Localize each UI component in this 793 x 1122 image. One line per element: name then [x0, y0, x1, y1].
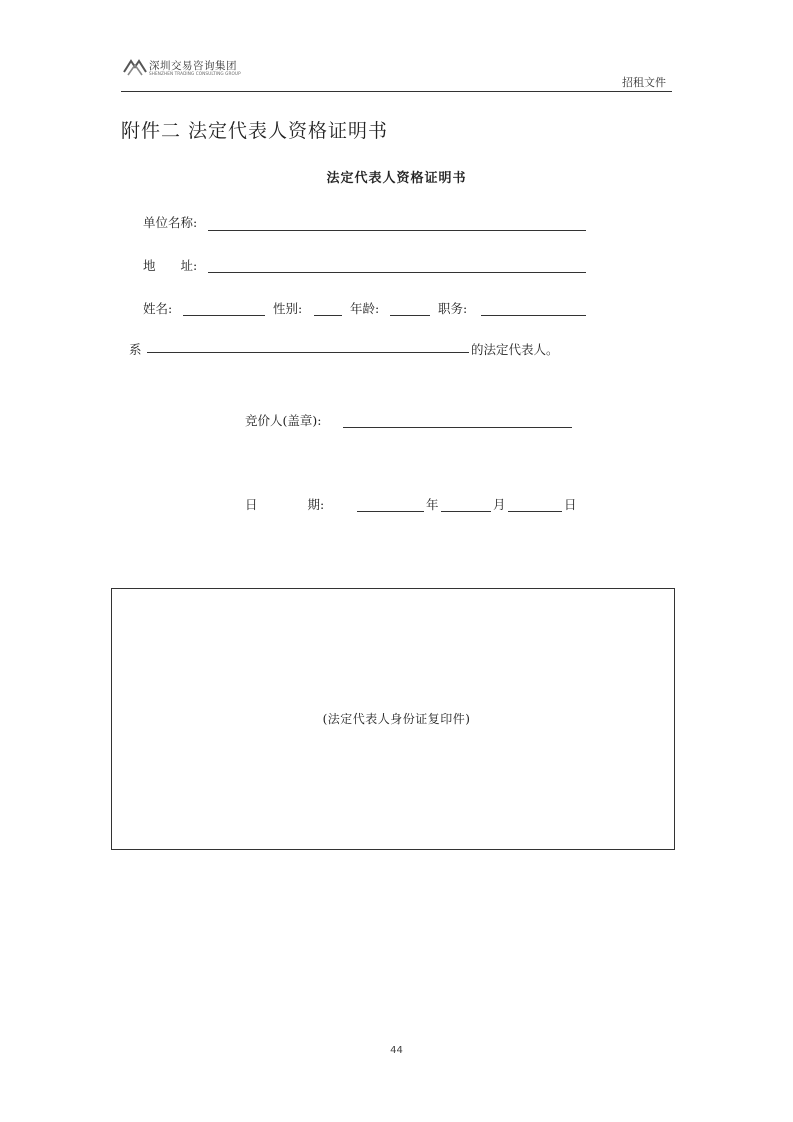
logo-english-name: SHENZHEN TRADING CONSULTING GROUP: [149, 71, 241, 76]
month-label: 月: [493, 497, 506, 512]
page-number: 44: [390, 1045, 403, 1056]
gender-blank: [314, 315, 342, 316]
unit-name-blank: [208, 230, 586, 231]
date-label: 日 期:: [245, 497, 325, 512]
legal-rep-suffix-label: 的法定代表人。: [471, 342, 559, 357]
name-label: 姓名:: [143, 301, 173, 316]
day-blank: [508, 511, 562, 512]
id-copy-instruction: (法定代表人身份证复印件): [322, 712, 471, 726]
unit-name-label: 单位名称:: [143, 215, 198, 230]
name-blank: [183, 315, 265, 316]
year-blank: [357, 511, 424, 512]
day-label: 日: [564, 497, 577, 512]
bidder-seal-label: 竞价人(盖章):: [245, 413, 322, 428]
bidder-seal-blank: [343, 427, 572, 428]
attachment-title: 附件二 法定代表人资格证明书: [121, 120, 389, 142]
position-blank: [481, 315, 586, 316]
is-prefix-label: 系: [129, 342, 142, 357]
age-blank: [390, 315, 430, 316]
address-label: 地 址:: [143, 258, 198, 273]
logo-chinese-name: 深圳交易咨询集团: [149, 60, 237, 72]
form-title: 法定代表人资格证明书: [326, 171, 467, 186]
company-logo-icon: [122, 56, 148, 78]
document-type-label: 招租文件: [622, 76, 666, 89]
age-label: 年龄:: [350, 301, 380, 316]
company-blank: [147, 352, 469, 353]
month-blank: [441, 511, 491, 512]
header-divider: [121, 91, 672, 92]
year-label: 年: [426, 497, 439, 512]
gender-label: 性别:: [273, 301, 303, 316]
position-label: 职务:: [438, 301, 468, 316]
address-blank: [208, 272, 586, 273]
